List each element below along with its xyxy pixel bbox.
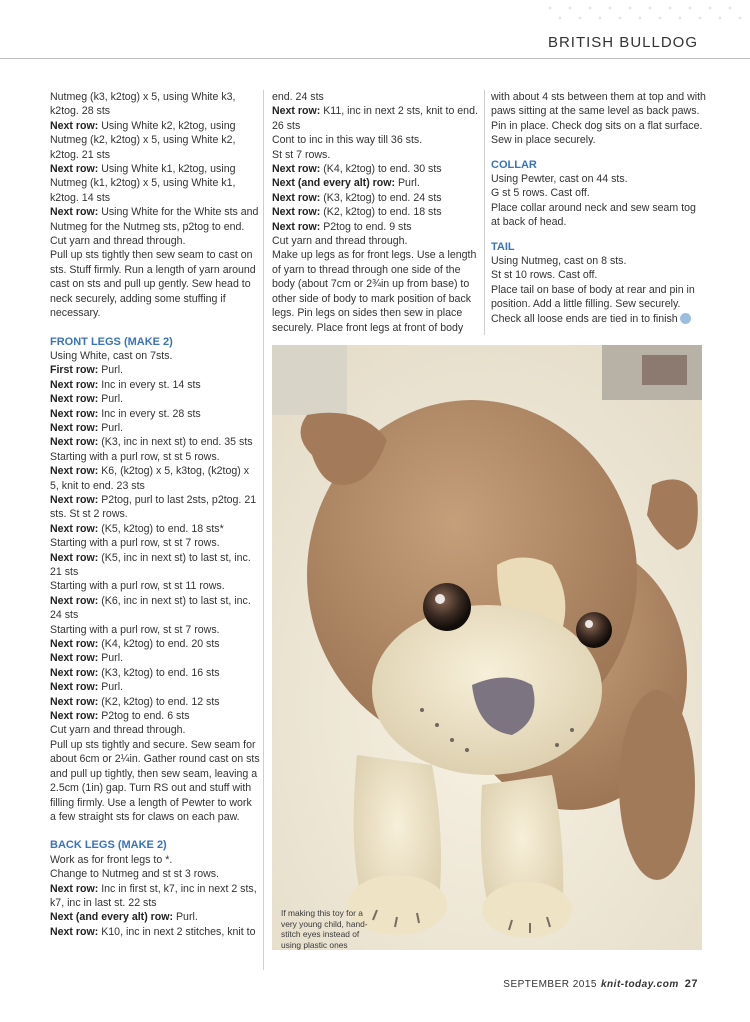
column-divider-1	[263, 90, 264, 970]
front-legs-heading: FRONT LEGS (MAKE 2)	[50, 335, 173, 348]
row-text: Purl.	[98, 393, 124, 406]
pattern-row	[50, 522, 260, 536]
row-label: Next row:	[50, 421, 99, 434]
row-text: Using White for the White sts and Nutmeg for the Nutmeg sts, p2tog to end.	[50, 206, 259, 233]
pattern-row	[50, 450, 260, 464]
pattern-row	[272, 220, 482, 234]
row-label: Next row:	[50, 652, 99, 665]
back-legs-heading: BACK LEGS (MAKE 2)	[50, 839, 167, 852]
row-label: Next row:	[50, 638, 99, 651]
pattern-row	[50, 493, 260, 522]
front-legs-instructions	[50, 349, 260, 824]
pattern-row	[50, 882, 260, 911]
row-label: Next row:	[50, 206, 99, 219]
pattern-row	[50, 867, 260, 881]
column-divider-2	[484, 90, 485, 335]
row-text: Cut yarn and thread through.	[50, 235, 186, 248]
row-text: end. 24 sts	[272, 91, 324, 103]
pattern-row	[50, 248, 260, 320]
row-text: P2tog, purl to last 2sts, p2tog. 21 sts. St st 2 rows.	[50, 493, 257, 521]
row-text: with about 4 sts between them at top and with paws sitting at the same level as back paws. Pin in place. Check dog sits on a flat surface. Sew in place securely.	[491, 91, 706, 147]
pattern-row	[272, 176, 482, 190]
tail-heading: TAIL	[491, 240, 515, 253]
pattern-row	[50, 738, 260, 824]
row-text: (K3, k2tog) to end. 16 sts	[98, 666, 220, 679]
row-label: Next row:	[50, 666, 99, 679]
row-text: St st 10 rows. Cast off.	[491, 269, 598, 282]
pattern-row	[50, 666, 260, 680]
pattern-row	[50, 349, 260, 363]
pattern-row	[50, 910, 260, 924]
row-label: Next row:	[50, 681, 99, 694]
row-text: Work as for front legs to *.	[50, 853, 173, 866]
row-text: K10, inc in next 2 stitches, knit to	[98, 925, 256, 938]
back-legs-instructions	[50, 853, 260, 939]
pattern-row	[272, 104, 482, 133]
row-label: Next row:	[50, 925, 99, 938]
pattern-row	[491, 172, 706, 186]
row-text: Place collar around neck and sew seam tog at back of head.	[491, 201, 696, 229]
row-label: Next row:	[272, 206, 321, 219]
pattern-row	[272, 191, 482, 205]
row-text: Cont to inc in this way till 36 sts.	[272, 134, 423, 147]
row-text: (K5, inc in next st) to last st, inc. 21 sts	[50, 551, 251, 578]
pattern-row	[50, 392, 260, 406]
row-text: Pull up sts tightly then sew seam to cast on sts. Stuff firmly. Run a length of yarn around cast on sts and pull up gently. Sew head to neck securely, adding some stuffing if necessary.	[50, 249, 256, 320]
pattern-row	[272, 148, 482, 162]
row-text: Purl.	[173, 911, 198, 924]
row-label: Next row:	[50, 163, 99, 176]
pattern-row	[272, 205, 482, 219]
row-label: Next row:	[50, 710, 99, 723]
row-text: (K4, k2tog) to end. 20 sts	[98, 638, 220, 651]
row-text: (K5, k2tog) to end. 18 sts*	[98, 522, 224, 535]
row-label: Next row:	[50, 378, 99, 391]
row-text: Purl.	[395, 177, 420, 190]
row-label: First row:	[50, 364, 99, 377]
bulldog-photo	[272, 345, 702, 950]
end-of-pattern-icon	[680, 313, 691, 324]
row-text: Using White k1, k2tog, using Nutmeg (k1, k2tog) x 5, using White k1, k2tog. 14 sts	[50, 163, 236, 204]
row-label: Next row:	[272, 105, 321, 118]
row-text: Purl.	[98, 421, 124, 434]
page-number: 27	[684, 978, 698, 990]
decorative-dot-pattern	[540, 0, 750, 60]
row-text: P2tog to end. 6 sts	[98, 710, 190, 723]
page-footer	[503, 978, 698, 990]
row-text: Using Nutmeg, cast on 8 sts.	[491, 255, 627, 268]
row-text: (K2, k2tog) to end. 18 sts	[320, 206, 442, 219]
row-text: (K3, inc in next st) to end. 35 sts	[98, 436, 253, 449]
pattern-row	[491, 268, 706, 282]
row-text: G st 5 rows. Cast off.	[491, 187, 590, 200]
pattern-row	[50, 925, 260, 939]
pattern-row	[50, 695, 260, 709]
back-legs-instructions-cont	[272, 90, 482, 335]
row-label: Next row:	[50, 493, 99, 506]
issue-date: SEPTEMBER 2015	[503, 979, 597, 990]
pattern-row	[50, 637, 260, 651]
row-text: St st 7 rows.	[272, 148, 331, 161]
row-text: (K3, k2tog) to end. 24 sts	[320, 191, 442, 204]
pattern-row	[272, 90, 482, 104]
pattern-row	[50, 651, 260, 665]
header-divider	[0, 58, 750, 59]
row-text: Pull up sts tightly and secure. Sew seam for about 6cm or 2¼in. Gather round cast on sts and pull up tightly, then sew seam, leaving a 2.5cm (1in) gap. Turn RS out and stuff with filling firmly. Use a length of Pewter to work a few straight sts for claws on each paw.	[50, 738, 260, 823]
pattern-row	[491, 283, 706, 326]
pattern-row	[272, 248, 482, 334]
head-instructions	[50, 90, 260, 321]
collar-heading: COLLAR	[491, 158, 537, 171]
column-2	[272, 90, 482, 335]
row-text: (K4, k2tog) to end. 30 sts	[320, 163, 442, 176]
row-text: Inc in every st. 28 sts	[98, 407, 201, 420]
pattern-row	[50, 853, 260, 867]
photo-caption: If making this toy for a very young child, hand-stitch eyes instead of using plastic ones	[281, 908, 368, 950]
row-label: Next row:	[272, 163, 321, 176]
pattern-row	[50, 363, 260, 377]
pattern-row	[50, 579, 260, 593]
pattern-row	[50, 119, 260, 162]
row-text: K6, (k2tog) x 5, k3tog, (k2tog) x 5, knit to end. 23 sts	[50, 465, 250, 492]
website: knit-today.com	[601, 979, 679, 990]
row-text: Starting with a purl row, st st 5 rows.	[50, 450, 220, 463]
column-3	[491, 90, 706, 326]
row-label: Next row:	[272, 220, 321, 233]
pattern-row	[50, 594, 260, 623]
tail-instructions	[491, 254, 706, 326]
row-text: Purl.	[98, 681, 124, 694]
pattern-row	[50, 378, 260, 392]
row-text: Starting with a purl row, st st 7 rows.	[50, 537, 220, 550]
row-text: Purl.	[98, 652, 124, 665]
page-header-title: BRITISH BULLDOG	[547, 34, 698, 51]
pattern-row	[50, 205, 260, 234]
row-label: Next row:	[50, 522, 99, 535]
column-1	[50, 90, 260, 939]
row-label: Next (and every alt) row:	[272, 177, 396, 190]
pattern-row	[50, 435, 260, 449]
row-label: Next row:	[50, 465, 99, 478]
pattern-row	[50, 680, 260, 694]
pattern-row	[272, 162, 482, 176]
pattern-row	[272, 234, 482, 248]
collar-instructions	[491, 172, 706, 230]
row-text: Using Pewter, cast on 44 sts.	[491, 173, 628, 186]
row-label: Next row:	[50, 594, 99, 607]
pattern-row	[50, 709, 260, 723]
row-label: Next row:	[50, 882, 99, 895]
pattern-row	[50, 464, 260, 493]
row-text: Starting with a purl row, st st 7 rows.	[50, 623, 220, 636]
row-label: Next row:	[50, 695, 99, 708]
pattern-row	[491, 201, 706, 230]
row-text: Purl.	[98, 364, 123, 377]
pattern-row	[50, 723, 260, 737]
making-up-instructions	[491, 90, 706, 148]
pattern-row	[491, 186, 706, 200]
row-text: Using White, cast on 7sts.	[50, 349, 173, 362]
row-text: Inc in every st. 14 sts	[98, 378, 201, 391]
row-text: (K6, inc in next st) to last st, inc. 24 sts	[50, 594, 251, 622]
pattern-row	[50, 407, 260, 421]
row-text: Cut yarn and thread through.	[50, 724, 186, 737]
pattern-row	[50, 551, 260, 580]
row-text: P2tog to end. 9 sts	[320, 220, 412, 233]
row-label: Next row:	[50, 436, 99, 449]
row-label: Next row:	[50, 551, 99, 564]
pattern-row	[50, 623, 260, 637]
row-text: Cut yarn and thread through.	[272, 235, 408, 248]
row-label: Next (and every alt) row:	[50, 911, 174, 924]
row-text: Using White k2, k2tog, using Nutmeg (k2, k2tog) x 5, using White k2, k2tog. 21 sts	[50, 119, 236, 161]
pattern-row	[491, 254, 706, 268]
row-label: Next row:	[50, 393, 99, 406]
row-text: K11, inc in next 2 sts, knit to end. 26 sts	[272, 105, 478, 132]
row-text: Inc in first st, k7, inc in next 2 sts, k7, inc in last st. 22 sts	[50, 882, 257, 909]
pattern-row	[50, 90, 260, 119]
pattern-row	[50, 421, 260, 435]
row-label: Next row:	[50, 119, 99, 132]
pattern-row	[272, 133, 482, 147]
row-text: Starting with a purl row, st st 11 rows.	[50, 580, 225, 593]
row-label: Next row:	[272, 191, 321, 204]
row-text: Place tail on base of body at rear and pin in position. Add a little filling. Sew securely. Check all loose ends are tied in to finish	[491, 283, 695, 325]
pattern-row	[50, 536, 260, 550]
row-label: Next row:	[50, 407, 99, 420]
row-text: Nutmeg (k3, k2tog) x 5, using White k3, k2tog. 28 sts	[50, 91, 236, 118]
pattern-row	[491, 90, 706, 148]
row-text: (K2, k2tog) to end. 12 sts	[98, 695, 220, 708]
pattern-row	[50, 162, 260, 205]
row-text: Make up legs as for front legs. Use a length of yarn to thread through one side of the body (about 7cm or 2¾in up from base) to other side of body to mark position of back legs. Pin legs on sides then sew in place securely. Place front legs at front of body	[272, 249, 477, 334]
row-text: Change to Nutmeg and st st 3 rows.	[50, 868, 219, 881]
pattern-row	[50, 234, 260, 248]
